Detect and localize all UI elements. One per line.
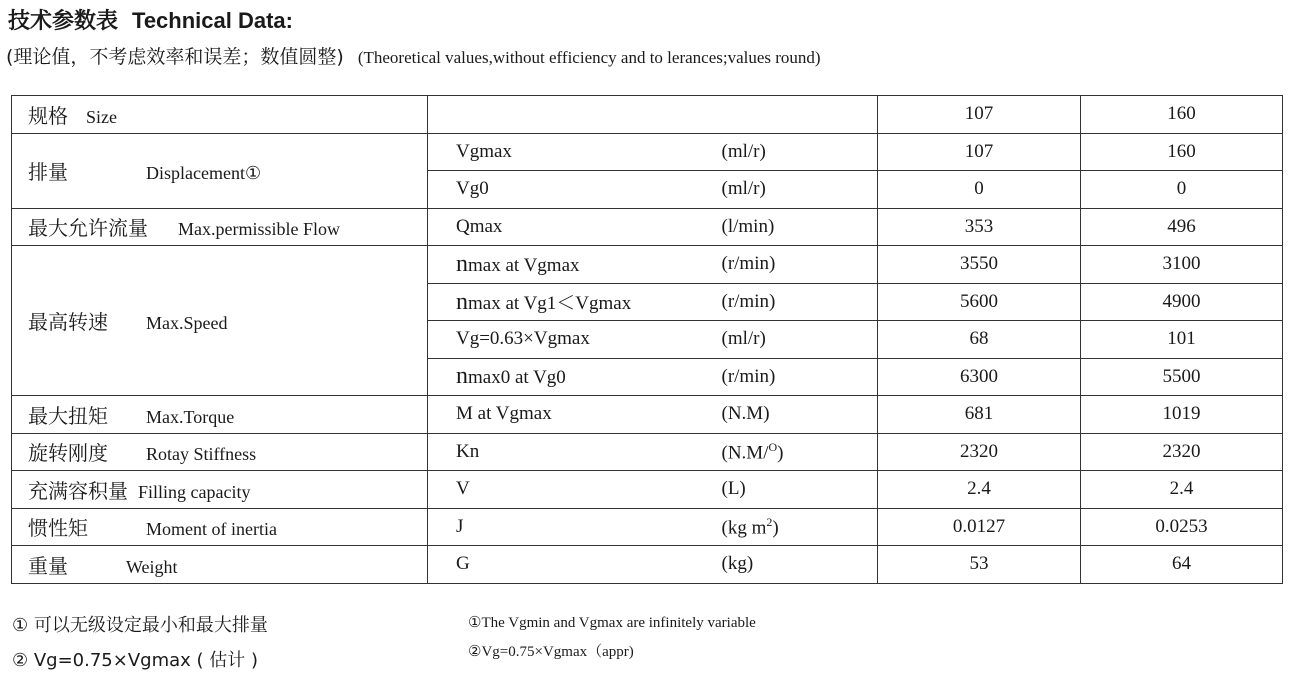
row-name-en: Weight [126,556,178,577]
unit-text: (N.M) [721,403,770,425]
row-name-en: Displacement① [146,163,262,183]
value-size-107: 0 [878,171,1081,209]
unit-text: (l/min) [721,215,775,237]
row-label [12,546,428,584]
param-cell [428,246,718,284]
value-size-107: 0.0127 [878,508,1081,546]
row-name-zh: 最高转速 [28,310,108,334]
value-size-160: 1019 [1081,396,1283,434]
table-row [12,508,1283,546]
param-text: Vgmax [456,140,512,162]
param-text: Vg0 [456,178,489,200]
row-label-size [12,96,428,134]
row-label [12,508,428,546]
value-size-160: 5500 [1081,358,1283,396]
table-row-size [12,96,1283,134]
param-cell [428,471,718,509]
size-value-107: 107 [878,96,1081,134]
row-name-zh: 重量 [28,553,68,578]
size-name-zh: 规格 [28,103,68,128]
row-name-en: Moment of inertia [146,519,277,540]
unit-cell [718,321,878,359]
unit-cell [718,246,878,284]
row-name-en: Max.Torque [146,406,235,427]
param-text: max at Vgmax [468,254,580,276]
unit-cell [718,546,878,584]
param-cell [428,508,718,546]
unit-text: (r/min) [721,253,776,275]
param-text: Qmax [456,215,503,237]
value-size-160: 3100 [1081,246,1283,284]
value-size-160: 2.4 [1081,471,1283,509]
subtitle-zh: (理论值，不考虑效率和误差；数值圆整) [6,46,344,68]
unit-cell [718,433,878,471]
param-cell [428,171,718,209]
unit-superscript: 2 [766,514,773,529]
row-name-zh: 最大扭矩 [28,403,108,428]
footnote-zh-1: ① 可以无级设定最小和最大排量 [12,615,268,636]
value-size-160: 160 [1081,133,1283,171]
speed-symbol: n [456,250,468,277]
unit-text: (N.M/ [721,441,769,463]
unit-superscript: O [768,439,778,454]
unit-text: (ml/r) [721,178,766,200]
unit-text: (L) [721,478,746,500]
param-text: J [456,515,464,537]
table-row [12,208,1283,246]
param-text: max at Vg1＜Vgmax [468,292,632,314]
param-cell [428,283,718,321]
value-size-107: 2320 [878,433,1081,471]
value-size-160: 0 [1081,171,1283,209]
param-text: V [456,478,470,500]
param-cell [428,433,718,471]
size-value-160: 160 [1081,96,1283,134]
value-size-107: 681 [878,396,1081,434]
param-cell [428,396,718,434]
title-zh: 技术参数表 [8,9,119,34]
param-text: Kn [456,440,480,462]
table-row [12,471,1283,509]
row-label [12,433,428,471]
param-cell [428,208,718,246]
unit-cell [718,396,878,434]
table-row [12,133,1283,171]
value-size-107: 353 [878,208,1081,246]
title-en: Technical Data: [132,8,293,33]
unit-close: ) [772,516,779,538]
technical-data-body [12,96,1283,584]
unit-close: ) [777,441,784,463]
row-name-zh: 最大允许流量 [28,216,148,241]
row-name-zh: 充满容积量 [28,478,128,503]
row-name-zh: 惯性矩 [28,516,88,541]
table-row [12,546,1283,584]
row-label [12,396,428,434]
table-row [12,433,1283,471]
unit-text: (ml/r) [721,328,766,350]
footnote-en-2: ②Vg=0.75×Vgmax（appr) [468,644,634,660]
row-label [12,208,428,246]
value-size-107: 53 [878,546,1081,584]
value-size-107: 68 [878,321,1081,359]
speed-symbol: n [456,363,468,390]
row-name-en: Filling capacity [138,481,251,502]
page-subtitle [6,42,821,69]
row-name-zh: 旋转刚度 [28,441,108,466]
value-size-160: 101 [1081,321,1283,359]
row-name-en: Rotay Stiffness [146,444,257,465]
row-name-zh: 排量 [28,160,68,184]
unit-cell [718,208,878,246]
unit-text: (ml/r) [721,140,766,162]
row-label [12,471,428,509]
value-size-160: 2320 [1081,433,1283,471]
value-size-107: 2.4 [878,471,1081,509]
unit-cell [718,283,878,321]
param-text: Vg=0.63×Vgmax [456,328,590,350]
unit-cell [718,171,878,209]
row-label [12,246,428,396]
row-label [12,133,428,208]
param-text: M at Vgmax [456,403,552,425]
value-size-160: 64 [1081,546,1283,584]
unit-text: (kg) [721,553,754,575]
param-text: max0 at Vg0 [468,367,566,389]
row-name-en: Max.permissible Flow [178,219,340,240]
param-cell [428,133,718,171]
value-size-107: 5600 [878,283,1081,321]
unit-cell [718,508,878,546]
param-cell [428,321,718,359]
subtitle-en: (Theoretical values,without efficiency and to lerances;values round) [357,48,821,67]
value-size-107: 6300 [878,358,1081,396]
footnote-en-1: ①The Vgmin and Vgmax are infinitely variable [468,615,756,631]
footnote-zh-2: ② Vg=0.75×Vgmax ( 估计 ) [12,650,259,671]
value-size-160: 496 [1081,208,1283,246]
size-name-en: Size [86,106,117,127]
param-cell [428,358,718,396]
speed-symbol: n [456,288,468,315]
param-text: G [456,553,470,575]
unit-cell [718,358,878,396]
value-size-160: 0.0253 [1081,508,1283,546]
table-row [12,396,1283,434]
page-title [8,4,293,35]
unit-text: (kg m [721,516,767,538]
unit-text: (r/min) [721,290,776,312]
row-name-en: Max.Speed [146,313,228,333]
value-size-160: 4900 [1081,283,1283,321]
param-cell [428,546,718,584]
value-size-107: 3550 [878,246,1081,284]
unit-text: (r/min) [721,365,776,387]
size-param-cell [428,96,878,134]
table-row [12,246,1283,284]
technical-data-table [11,95,1283,584]
unit-cell [718,133,878,171]
value-size-107: 107 [878,133,1081,171]
unit-cell [718,471,878,509]
